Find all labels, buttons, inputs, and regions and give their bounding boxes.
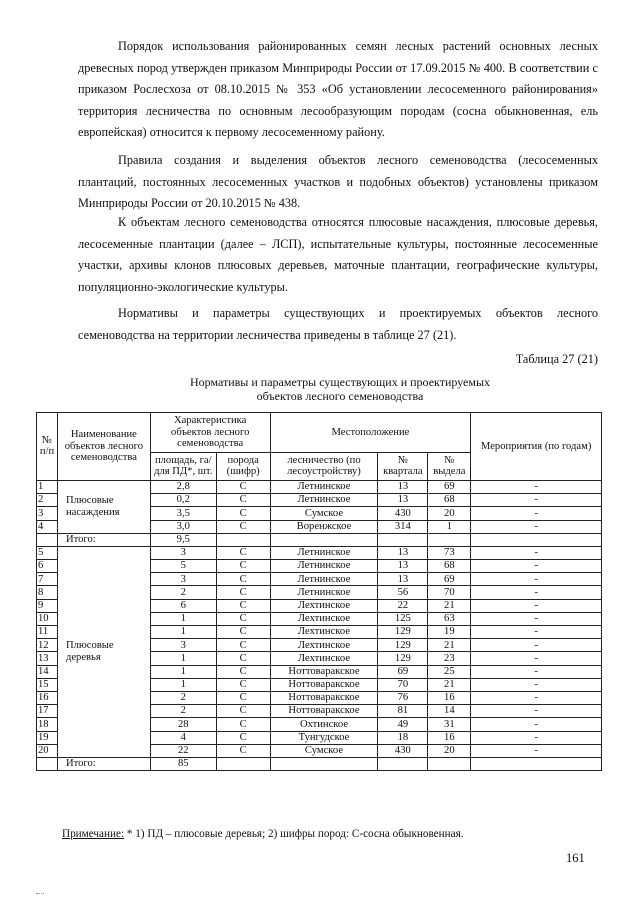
cell-measure: - [471,665,602,678]
cell-measure: - [471,626,602,639]
paragraph-seeds: Порядок использования районированных семян лесных растений основных лесных древесных пород утвержден приказом Минприроды России от 17.09.2015 № 400. В соответствии с приказом Рослесхоза от 08.10.2015 № 353 «Об установлении лесосеменного районирования» территория лесничества по основным лесообразующим породам (сосна обыкновенная, ель европейская) относится к первому лесосеменному району. [78,39,598,139]
cell-quarter: 70 [378,678,428,691]
paragraph-objects: К объектам лесного семеноводства относятся плюсовые насаждения, плюсовые деревья, лесосеменные плантации (далее – ЛСП), испытательные культуры, постоянные лесосеменные участки, архивы клонов плюсовых деревьев, маточные плантации, географические культуры, популяционно-экологические культуры. [78,215,598,294]
cell-quarter: 76 [378,691,428,704]
cell-measure: - [471,639,602,652]
cell-section: 1 [428,520,471,533]
cell-quarter: 129 [378,639,428,652]
cell-measure: - [471,560,602,573]
cell-total-value: 85 [150,757,216,770]
cell-quarter: 69 [378,665,428,678]
cell-num: 17 [37,705,58,718]
cell-species: С [216,652,270,665]
cell-area: 2 [150,691,216,704]
cell-forestry: Летнинское [270,573,378,586]
cell-species: С [216,691,270,704]
cell-num: 3 [37,507,58,520]
cell-measure: - [471,678,602,691]
cell-species: С [216,705,270,718]
cell-num: 12 [37,639,58,652]
footnote-text: * 1) ПД – плюсовые деревья; 2) шифры пород: С-сосна обыкновенная. [124,828,464,840]
cell-area: 1 [150,626,216,639]
cell-section: 25 [428,665,471,678]
cell-quarter: 13 [378,546,428,559]
cell-empty [216,533,270,546]
cell-measure: - [471,586,602,599]
table-body [37,480,602,770]
cell-species: С [216,586,270,599]
cell-measure: - [471,599,602,612]
cell-area: 1 [150,665,216,678]
table-caption [130,375,550,403]
cell-measure: - [471,705,602,718]
cell-measure: - [471,652,602,665]
table-total-row [37,757,602,770]
cell-quarter: 13 [378,480,428,493]
cell-section: 21 [428,599,471,612]
cell-area: 4 [150,731,216,744]
cell-forestry: Лехтинское [270,639,378,652]
cell-species: С [216,494,270,507]
header-section: № выдела [428,452,471,480]
cell-forestry: Ноттоваракское [270,665,378,678]
cell-quarter: 129 [378,652,428,665]
cell-total-value: 9,5 [150,533,216,546]
cell-section: 14 [428,705,471,718]
cell-num: 15 [37,678,58,691]
cell-forestry: Летнинское [270,480,378,493]
cell-species: С [216,678,270,691]
cell-section: 20 [428,507,471,520]
cell-empty [37,757,58,770]
cell-empty [471,757,602,770]
cell-forestry: Сумское [270,744,378,757]
cell-area: 22 [150,744,216,757]
cell-area: 1 [150,612,216,625]
cell-quarter: 13 [378,560,428,573]
header-location: Местоположение [270,413,471,453]
page-number: 161 [566,851,585,865]
cell-quarter: 314 [378,520,428,533]
cell-num: 9 [37,599,58,612]
cell-num: 7 [37,573,58,586]
table-row [37,480,602,493]
cell-num: 16 [37,691,58,704]
cell-quarter: 49 [378,718,428,731]
cell-measure: - [471,612,602,625]
cell-measure: - [471,546,602,559]
cell-section: 16 [428,731,471,744]
cell-species: С [216,599,270,612]
cell-section: 19 [428,626,471,639]
cell-species: С [216,612,270,625]
cell-measure: - [471,520,602,533]
table-total-row [37,533,602,546]
paragraph-rules: Правила создания и выделения объектов лесного семеноводства (лесосеменных плантаций, постоянных лесосеменных участков и подобных объектов) установлены приказом Минприроды России от 20.10.2015 № 438. [78,153,598,210]
cell-species: С [216,639,270,652]
cell-forestry: Летнинское [270,494,378,507]
cell-num: 11 [37,626,58,639]
table-caption-line: Нормативы и параметры существующих и проектируемых [189,375,491,389]
cell-quarter: 129 [378,626,428,639]
cell-quarter: 13 [378,573,428,586]
cell-area: 0,2 [150,494,216,507]
cell-section: 20 [428,744,471,757]
cell-species: С [216,718,270,731]
cell-empty [37,533,58,546]
cell-species: С [216,546,270,559]
header-measures: Мероприятия (по годам) [471,413,602,481]
cell-forestry: Лехтинское [270,599,378,612]
cell-forestry: Сумское [270,507,378,520]
cell-section: 23 [428,652,471,665]
cell-forestry: Воренжское [270,520,378,533]
cell-forestry: Летнинское [270,586,378,599]
header-name: Наименование объектов лесного семеноводства [57,413,150,481]
cell-measure: - [471,573,602,586]
footnote [62,828,464,840]
cell-quarter: 22 [378,599,428,612]
cell-species: С [216,665,270,678]
cell-num: 4 [37,520,58,533]
cell-area: 2 [150,586,216,599]
header-forestry: лесничество (по лесоустройству) [270,452,378,480]
cell-section: 68 [428,560,471,573]
cell-section: 69 [428,573,471,586]
cell-forestry: Летнинское [270,546,378,559]
cell-num: 6 [37,560,58,573]
cell-num: 18 [37,718,58,731]
cell-area: 3,5 [150,507,216,520]
cell-empty [216,757,270,770]
cell-measure: - [471,494,602,507]
cell-section: 69 [428,480,471,493]
cell-area: 3,0 [150,520,216,533]
table-number: Таблица 27 (21) [515,352,598,366]
cell-section: 63 [428,612,471,625]
cell-num: 20 [37,744,58,757]
cell-section: 70 [428,586,471,599]
cell-measure: - [471,731,602,744]
table-row [37,546,602,559]
cell-species: С [216,573,270,586]
table-caption-line: объектов лесного семеноводства [256,389,424,403]
header-characteristics: Характеристика объектов лесного семеноводства [150,413,270,453]
header-species: порода (шифр) [216,452,270,480]
cell-num: 19 [37,731,58,744]
cell-area: 5 [150,560,216,573]
cell-species: С [216,744,270,757]
footnote-label: Примечание: [62,828,125,840]
cell-forestry: Летнинское [270,560,378,573]
cell-quarter: 430 [378,744,428,757]
cell-area: 3 [150,546,216,559]
header-quarter: № квартала [378,452,428,480]
cell-area: 1 [150,652,216,665]
cell-empty [378,533,428,546]
cell-forestry: Лехтинское [270,612,378,625]
cell-area: 3 [150,639,216,652]
cell-quarter: 56 [378,586,428,599]
cell-empty [428,757,471,770]
cell-quarter: 81 [378,705,428,718]
cell-forestry: Ноттоваракское [270,705,378,718]
cell-species: С [216,560,270,573]
cell-object-name: Плюсовые насаждения [57,480,150,533]
cell-quarter: 430 [378,507,428,520]
cell-num: 13 [37,652,58,665]
cell-measure: - [471,691,602,704]
cell-measure: - [471,507,602,520]
cell-species: С [216,507,270,520]
cell-section: 73 [428,546,471,559]
cell-section: 68 [428,494,471,507]
cell-total-label: Итого: [57,757,150,770]
cell-species: С [216,731,270,744]
cell-species: С [216,480,270,493]
scan-artifact [36,893,44,894]
cell-quarter: 125 [378,612,428,625]
header-area: площадь, га/ для ПД*, шт. [150,452,216,480]
cell-num: 14 [37,665,58,678]
cell-area: 2 [150,705,216,718]
cell-measure: - [471,480,602,493]
paragraph-norms: Нормативы и параметры существующих и проектируемых объектов лесного семеноводства на территории лесничества приведены в таблице 27 (21). [78,306,598,342]
cell-num: 10 [37,612,58,625]
seed-objects-table [36,412,602,771]
cell-forestry: Лехтинское [270,652,378,665]
cell-species: С [216,520,270,533]
cell-area: 28 [150,718,216,731]
cell-section: 16 [428,691,471,704]
header-num: № п/п [37,413,58,481]
cell-num: 8 [37,586,58,599]
cell-forestry: Ноттоваракское [270,678,378,691]
cell-species: С [216,626,270,639]
cell-empty [270,533,378,546]
cell-forestry: Лехтинское [270,626,378,639]
cell-area: 6 [150,599,216,612]
cell-empty [378,757,428,770]
cell-quarter: 18 [378,731,428,744]
cell-measure: - [471,718,602,731]
cell-measure: - [471,744,602,757]
cell-quarter: 13 [378,494,428,507]
cell-total-label: Итого: [57,533,150,546]
cell-object-name: Плюсовые деревья [57,546,150,757]
cell-empty [270,757,378,770]
cell-section: 21 [428,639,471,652]
cell-empty [471,533,602,546]
cell-forestry: Тунгудское [270,731,378,744]
cell-section: 31 [428,718,471,731]
cell-num: 5 [37,546,58,559]
cell-area: 2,8 [150,480,216,493]
cell-empty [428,533,471,546]
cell-num: 1 [37,480,58,493]
cell-num: 2 [37,494,58,507]
cell-area: 3 [150,573,216,586]
cell-area: 1 [150,678,216,691]
cell-forestry: Охтинское [270,718,378,731]
cell-forestry: Ноттоваракское [270,691,378,704]
cell-section: 21 [428,678,471,691]
